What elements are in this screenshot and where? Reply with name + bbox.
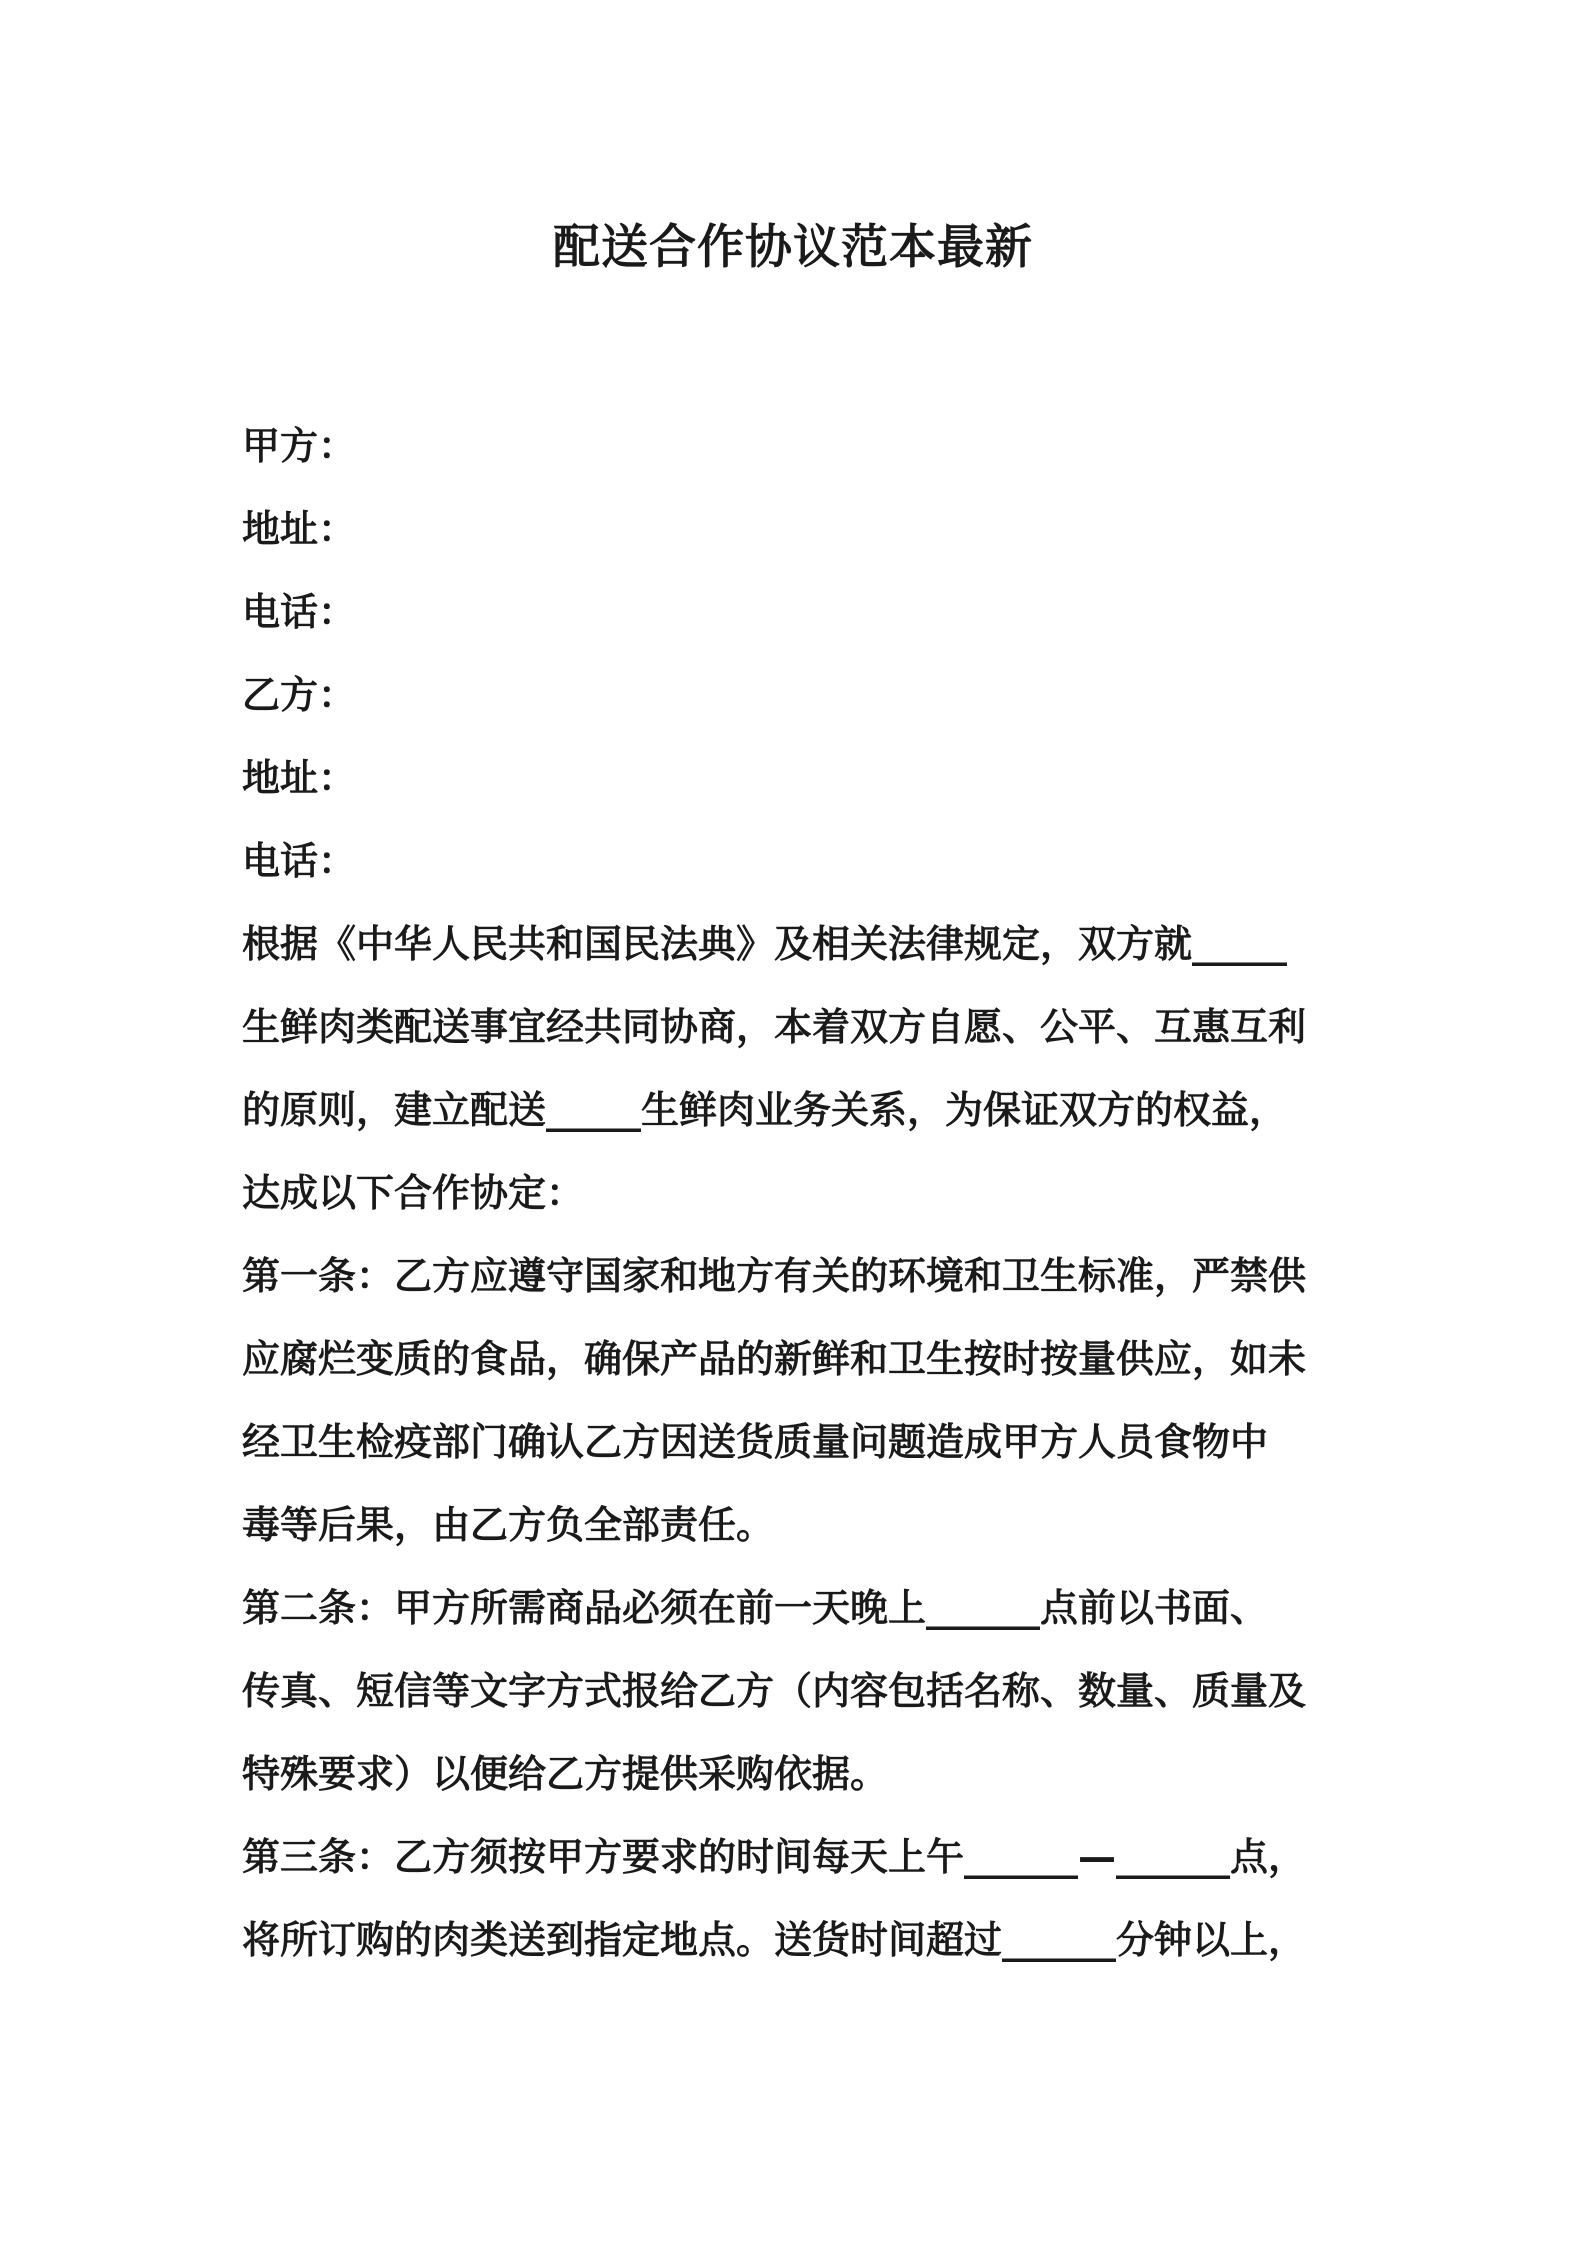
article-2-line: 第二条：甲方所需商品必须在前一天晚上______点前以书面、 [242, 1586, 1269, 1630]
article-3-line: 将所订购的肉类送到指定地点。送货时间超过______分钟以上， [242, 1918, 1307, 1962]
article-1-line: 经卫生检疫部门确认乙方因送货质量问题造成甲方人员食物中 [242, 1420, 1269, 1464]
party-a-phone-label: 电话： [242, 590, 357, 634]
preamble-line: 根据《中华人民共和国民法典》及相关法律规定，双方就_____ [242, 922, 1288, 966]
party-b-address-label: 地址： [242, 756, 357, 800]
preamble-line: 达成以下合作协定： [242, 1171, 585, 1215]
party-b-label: 乙方： [242, 673, 357, 717]
party-a-label: 甲方： [242, 424, 357, 468]
article-2-line: 传真、短信等文字方式报给乙方（内容包括名称、数量、质量及 [242, 1669, 1307, 1713]
article-1-line: 应腐烂变质的食品，确保产品的新鲜和卫生按时按量供应，如未 [242, 1337, 1307, 1381]
preamble-line: 的原则，建立配送_____生鲜肉业务关系，为保证双方的权益， [242, 1088, 1288, 1132]
document-title: 配送合作协议范本最新 [553, 220, 1033, 275]
party-a-address-label: 地址： [242, 507, 357, 551]
article-1-line: 第一条：乙方应遵守国家和地方有关的环境和卫生标准，严禁供 [242, 1254, 1307, 1298]
party-b-phone-label: 电话： [242, 839, 357, 883]
preamble-line: 生鲜肉类配送事宜经共同协商，本着双方自愿、公平、互惠互利 [242, 1005, 1307, 1049]
article-2-line: 特殊要求）以便给乙方提供采购依据。 [242, 1752, 889, 1796]
article-3-line: 第三条：乙方须按甲方要求的时间每天上午______—______点， [242, 1835, 1307, 1879]
article-1-line: 毒等后果，由乙方负全部责任。 [242, 1503, 775, 1547]
document-body [242, 405, 1357, 1982]
